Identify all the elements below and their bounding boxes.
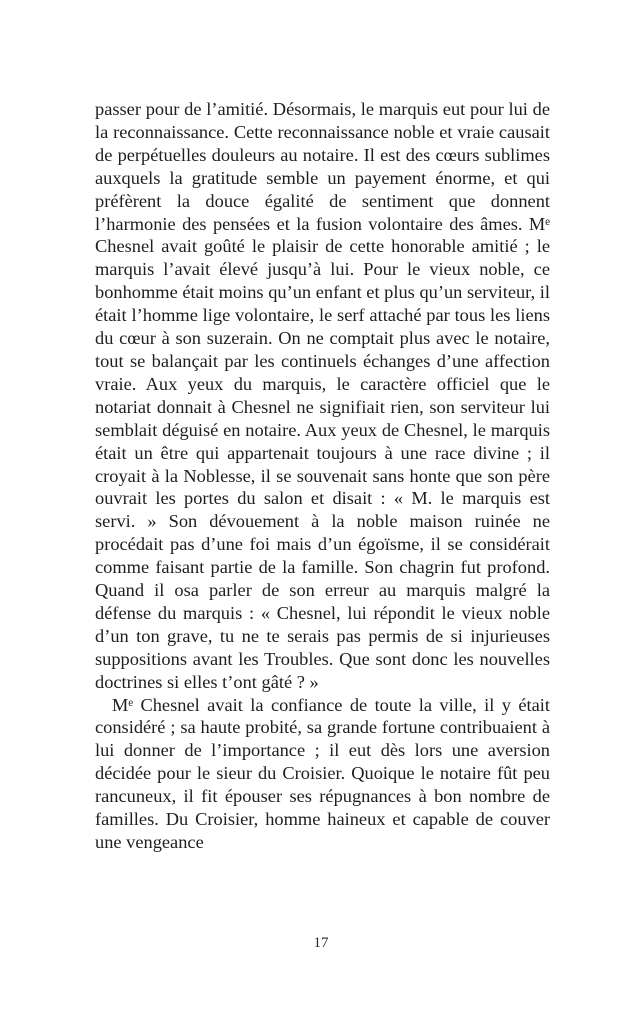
paragraph-1: passer pour de l’amitié. Désormais, le marquis eut pour lui de la reconnaissance. Cette reconnaissance noble et vraie causait de perpétuelles douleurs au notaire. Il est des cœurs sublimes auxquels la gratitude semble un payement énorme, et qui préfèrent la douce égalité de sentiment que donnent l’harmonie des pensées et la fusion volontaire des âmes. Mᵉ Chesnel avait goûté le plaisir de cette honorable amitié ; le marquis l’avait élevé jusqu’à lui. Pour le vieux noble, ce bonhomme était moins qu’un enfant et plus qu’un serviteur, il était l’homme lige volontaire, le serf attaché par tous les liens du cœur à son suzerain. On ne comptait plus avec le notaire, tout se balançait par les continuels échanges d’une affection vraie. Aux yeux du marquis, le caractère officiel que le notariat donnait à Chesnel ne signifiait rien, son serviteur lui semblait déguisé en notaire. Aux yeux de Chesnel, le marquis était un être qui appartenait toujours à une race divine ; il croyait à la Noblesse, il se souvenait sans honte que son père ouvrait les portes du salon et disait : « M. le marquis est servi. » Son dévouement à la noble maison ruinée ne procédait pas d’une foi mais d’un égoïsme, il se considérait comme faisant partie de la famille. Son chagrin fut profond. Quand il osa parler de son erreur au marquis malgré la défense du marquis : « Chesnel, lui répondit le vieux noble d’un ton grave, tu ne te serais pas permis de si injurieuses suppositions avant les Troubles. Que sont donc les nouvelles doctrines si elles t’ont gâté ? » xyxy=(95,99,550,692)
page-number: 17 xyxy=(313,935,329,951)
paragraph-2: Mᵉ Chesnel avait la confiance de toute la ville, il y était considéré ; sa haute probité, sa grande fortune contribuaient à lui donner de l’importance ; il eut dès lors une aversion décidée pour le sieur du Croisier. Quoique le notaire fût peu rancuneux, il fit épouser ses répugnances à bon nombre de familles. Du Croisier, homme haineux et capable de couver une vengeance xyxy=(95,694,550,852)
body-text xyxy=(95,98,550,854)
